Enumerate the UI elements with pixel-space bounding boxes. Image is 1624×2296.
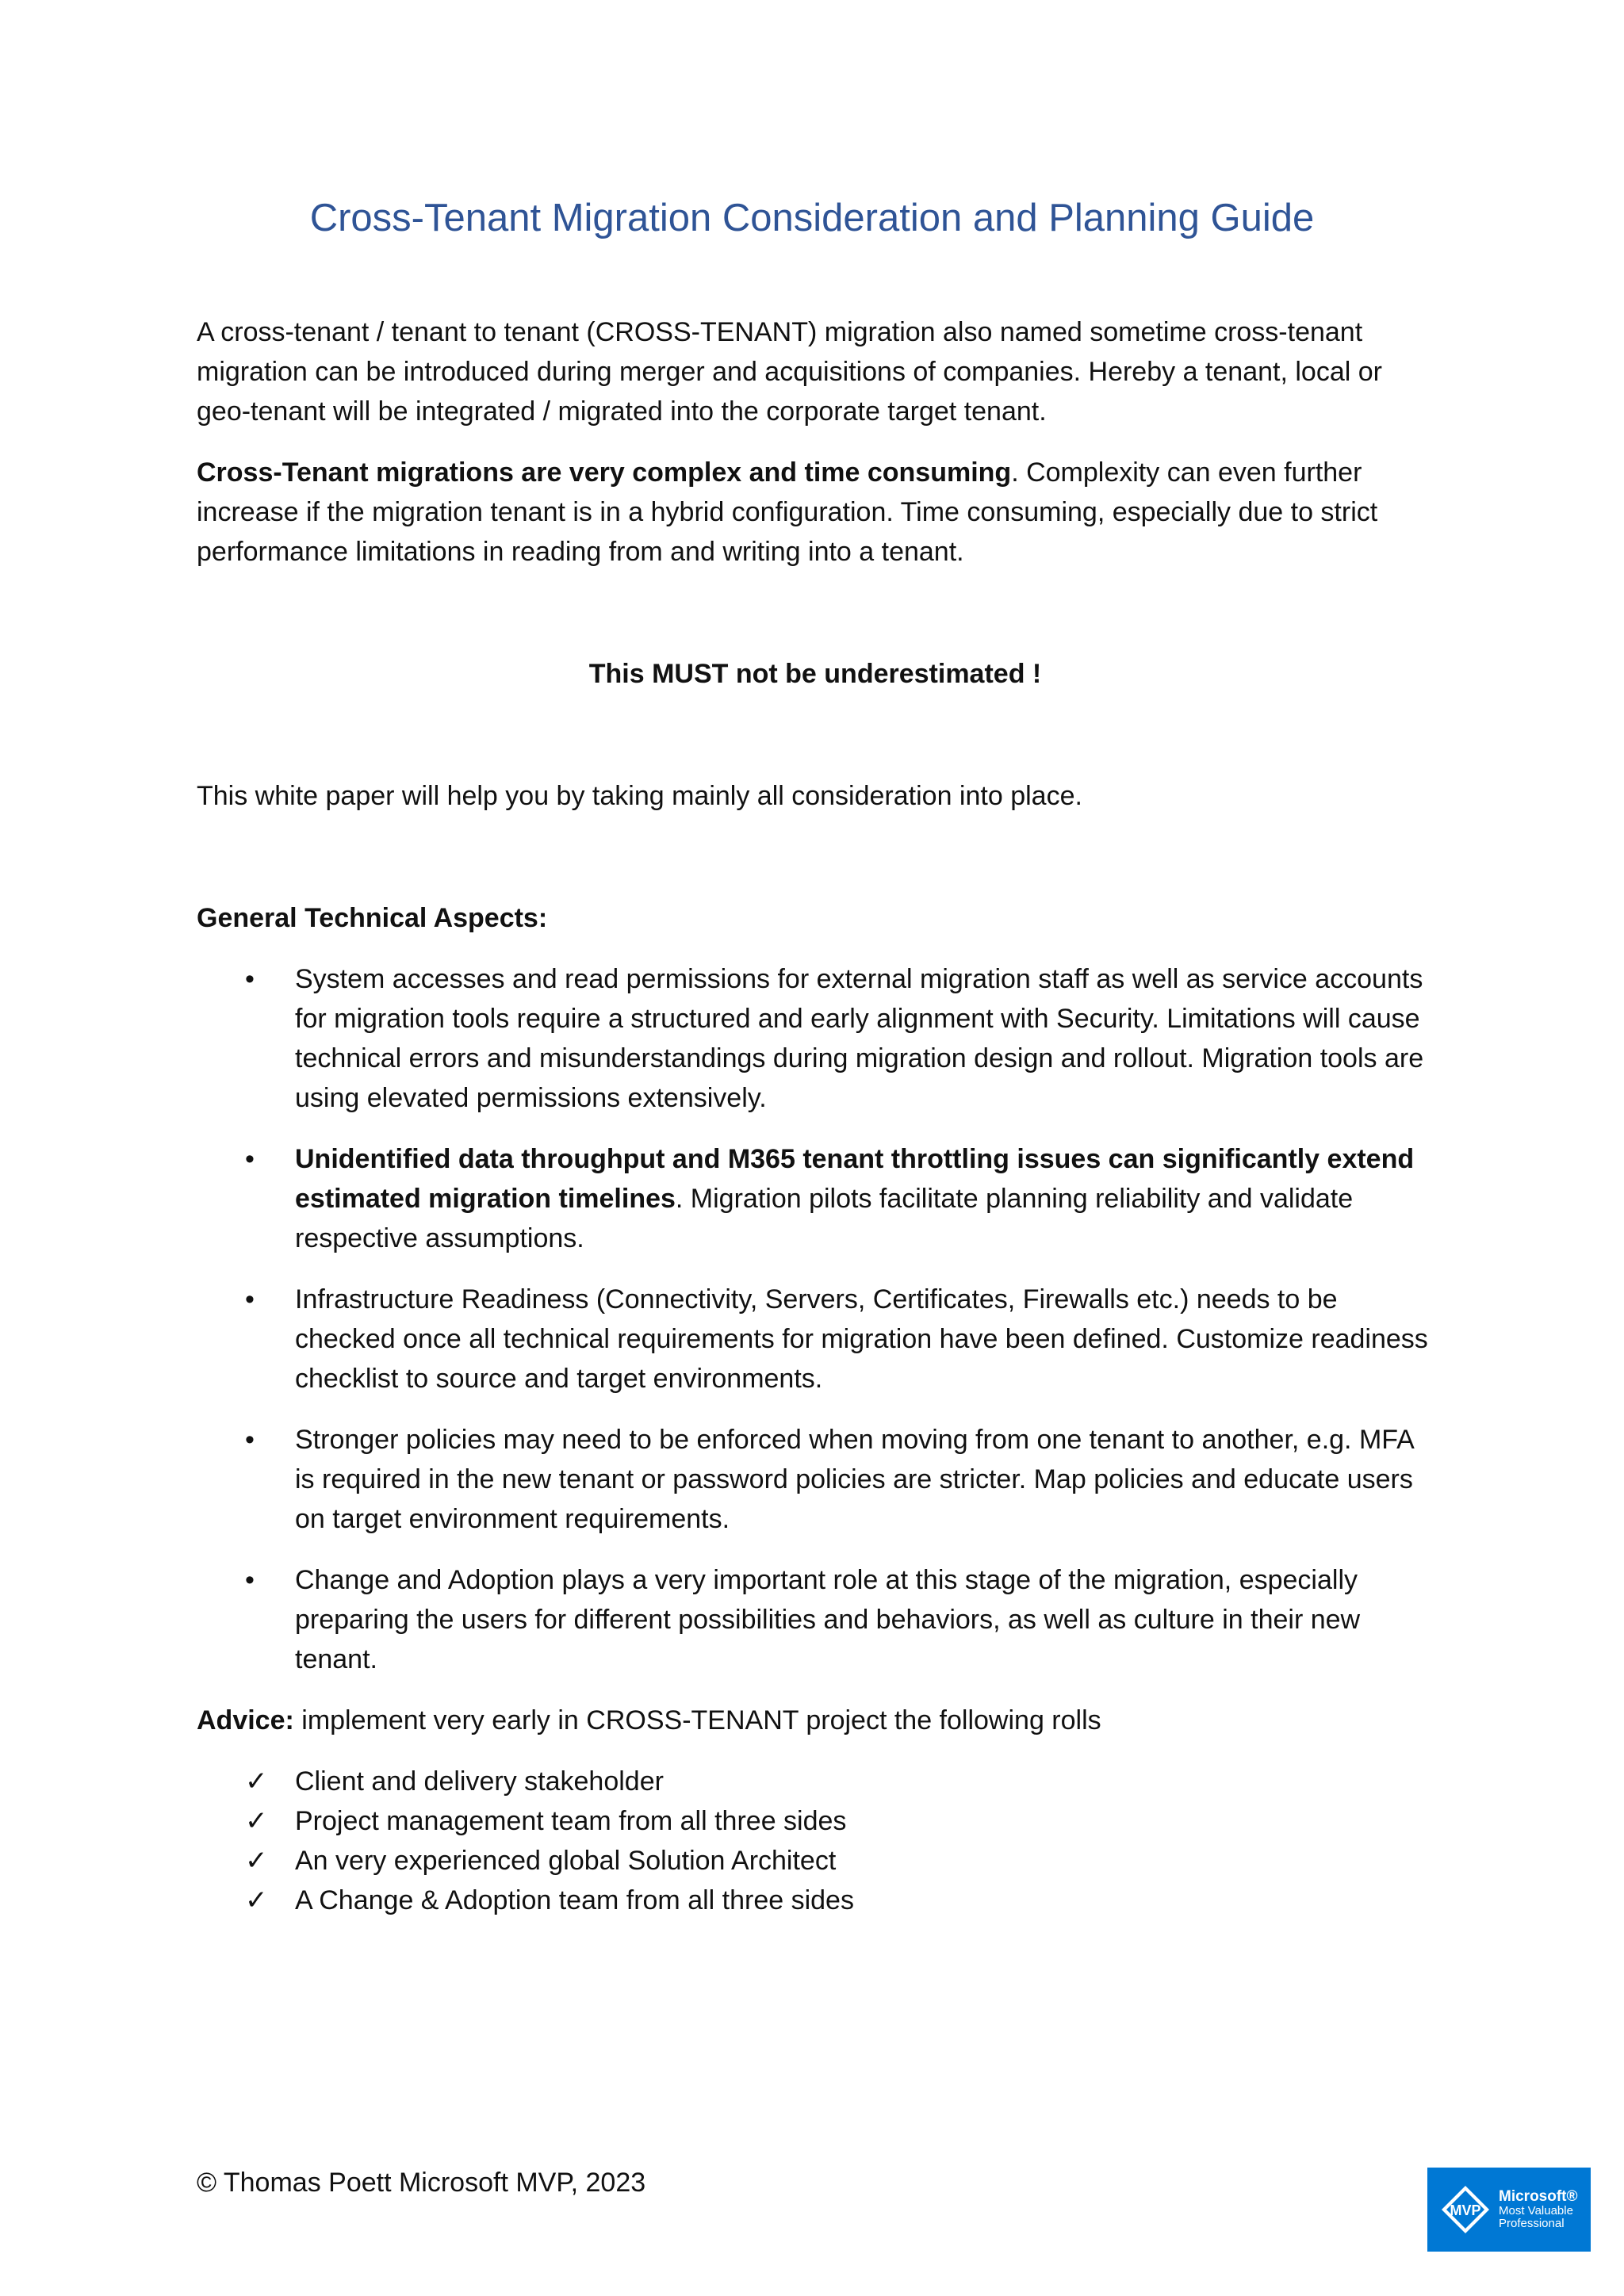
- list-item: [197, 1139, 1434, 1258]
- section-heading-general: General Technical Aspects:: [197, 903, 548, 933]
- list-item-text: . Migration pilots facilitate planning reliability and validate respective assumptions.: [295, 1184, 1354, 1253]
- list-item: [197, 1280, 1434, 1399]
- bullet-icon: •: [245, 1565, 255, 1595]
- list-item-text: Infrastructure Readiness (Connectivity, Servers, Certificates, Firewalls etc.) needs to be checked once all technical requirements for migration have been defined. Customize readiness checklist to source and target environments.: [295, 1284, 1428, 1394]
- mvp-badge-text: MVP: [1450, 2202, 1481, 2218]
- mvp-logo: [1427, 2168, 1591, 2252]
- complexity-emphasis: Cross-Tenant migrations are very complex and time consuming: [197, 457, 1012, 488]
- list-item: [197, 1560, 1434, 1679]
- list-item: [197, 959, 1434, 1118]
- checklist-item: [197, 1801, 1434, 1841]
- checkmark-icon: ✓: [245, 1846, 268, 1876]
- roles-checklist: [197, 1762, 1434, 1920]
- list-item: [197, 1420, 1434, 1539]
- list-item-text: System accesses and read permissions for external migration staff as well as service accounts for migration tools require a structured and early alignment with Security. Limitations will cause technical errors and misunderstandings during migration design and rollout. Migration tools are using elevated permissions extensively.: [295, 964, 1424, 1113]
- checklist-item-text: An very experienced global Solution Architect: [295, 1846, 837, 1876]
- list-item-text: Stronger policies may need to be enforced when moving from one tenant to another, e.g. MFA is required in the new tenant or password policies are stricter. Map policies and educate users on target environment requirements.: [295, 1425, 1413, 1534]
- checklist-item-text: A Change & Adoption team from all three sides: [295, 1885, 854, 1915]
- page-title: Cross-Tenant Migration Consideration and Planning Guide: [309, 197, 1315, 239]
- complexity-text: . Complexity can even further increase if the migration tenant is in a hybrid configuration. Time consuming, especially due to strict performance limitations in reading from and writing into a tenant.: [197, 457, 1378, 567]
- bullet-icon: •: [245, 1284, 255, 1314]
- bullet-icon: •: [245, 1425, 255, 1455]
- intro-paragraph: A cross-tenant / tenant to tenant (CROSS-TENANT) migration also named sometime cross-tenant migration can be introduced during merger and acquisitions of companies. Hereby a tenant, local or geo-tenant will be integrated / migrated into the corporate target tenant.: [197, 317, 1382, 427]
- checkmark-icon: ✓: [245, 1885, 268, 1915]
- checkmark-icon: ✓: [245, 1806, 268, 1836]
- advice-label: Advice:: [197, 1705, 294, 1735]
- advice-paragraph: [197, 1701, 1434, 1740]
- mvp-diamond-icon: [1440, 2184, 1491, 2235]
- checklist-item-text: Project management team from all three sides: [295, 1806, 847, 1836]
- checklist-item: [197, 1841, 1434, 1881]
- list-item-text: Change and Adoption plays a very important role at this stage of the migration, especially preparing the users for different possibilities and behaviors, as well as culture in their new tenant.: [295, 1565, 1361, 1674]
- complexity-paragraph: [197, 453, 1434, 572]
- checklist-item: [197, 1762, 1434, 1801]
- mvp-line-1: Most Valuable: [1499, 2204, 1573, 2218]
- warning-statement: This MUST not be underestimated !: [588, 659, 1042, 689]
- advice-text: implement very early in CROSS-TENANT project the following rolls: [293, 1705, 1101, 1735]
- checkmark-icon: ✓: [245, 1766, 268, 1797]
- checklist-item-text: Client and delivery stakeholder: [295, 1766, 664, 1797]
- bullet-icon: •: [245, 964, 255, 994]
- mvp-logo-text: [1499, 2189, 1578, 2229]
- bullet-icon: •: [245, 1144, 255, 1174]
- list-item-emphasis: Unidentified data throughput and M365 tenant throttling issues can significantly extend estimated migration timelines: [295, 1144, 1415, 1214]
- checklist-item: [197, 1881, 1434, 1920]
- mvp-brand: Microsoft®: [1499, 2188, 1578, 2206]
- technical-aspects-list: [197, 959, 1434, 1679]
- whitepaper-note: This white paper will help you by taking mainly all consideration into place.: [197, 781, 1082, 811]
- footer-copyright: © Thomas Poett Microsoft MVP, 2023: [197, 2168, 646, 2198]
- mvp-line-2: Professional: [1499, 2216, 1565, 2230]
- document-body: [197, 312, 1434, 1920]
